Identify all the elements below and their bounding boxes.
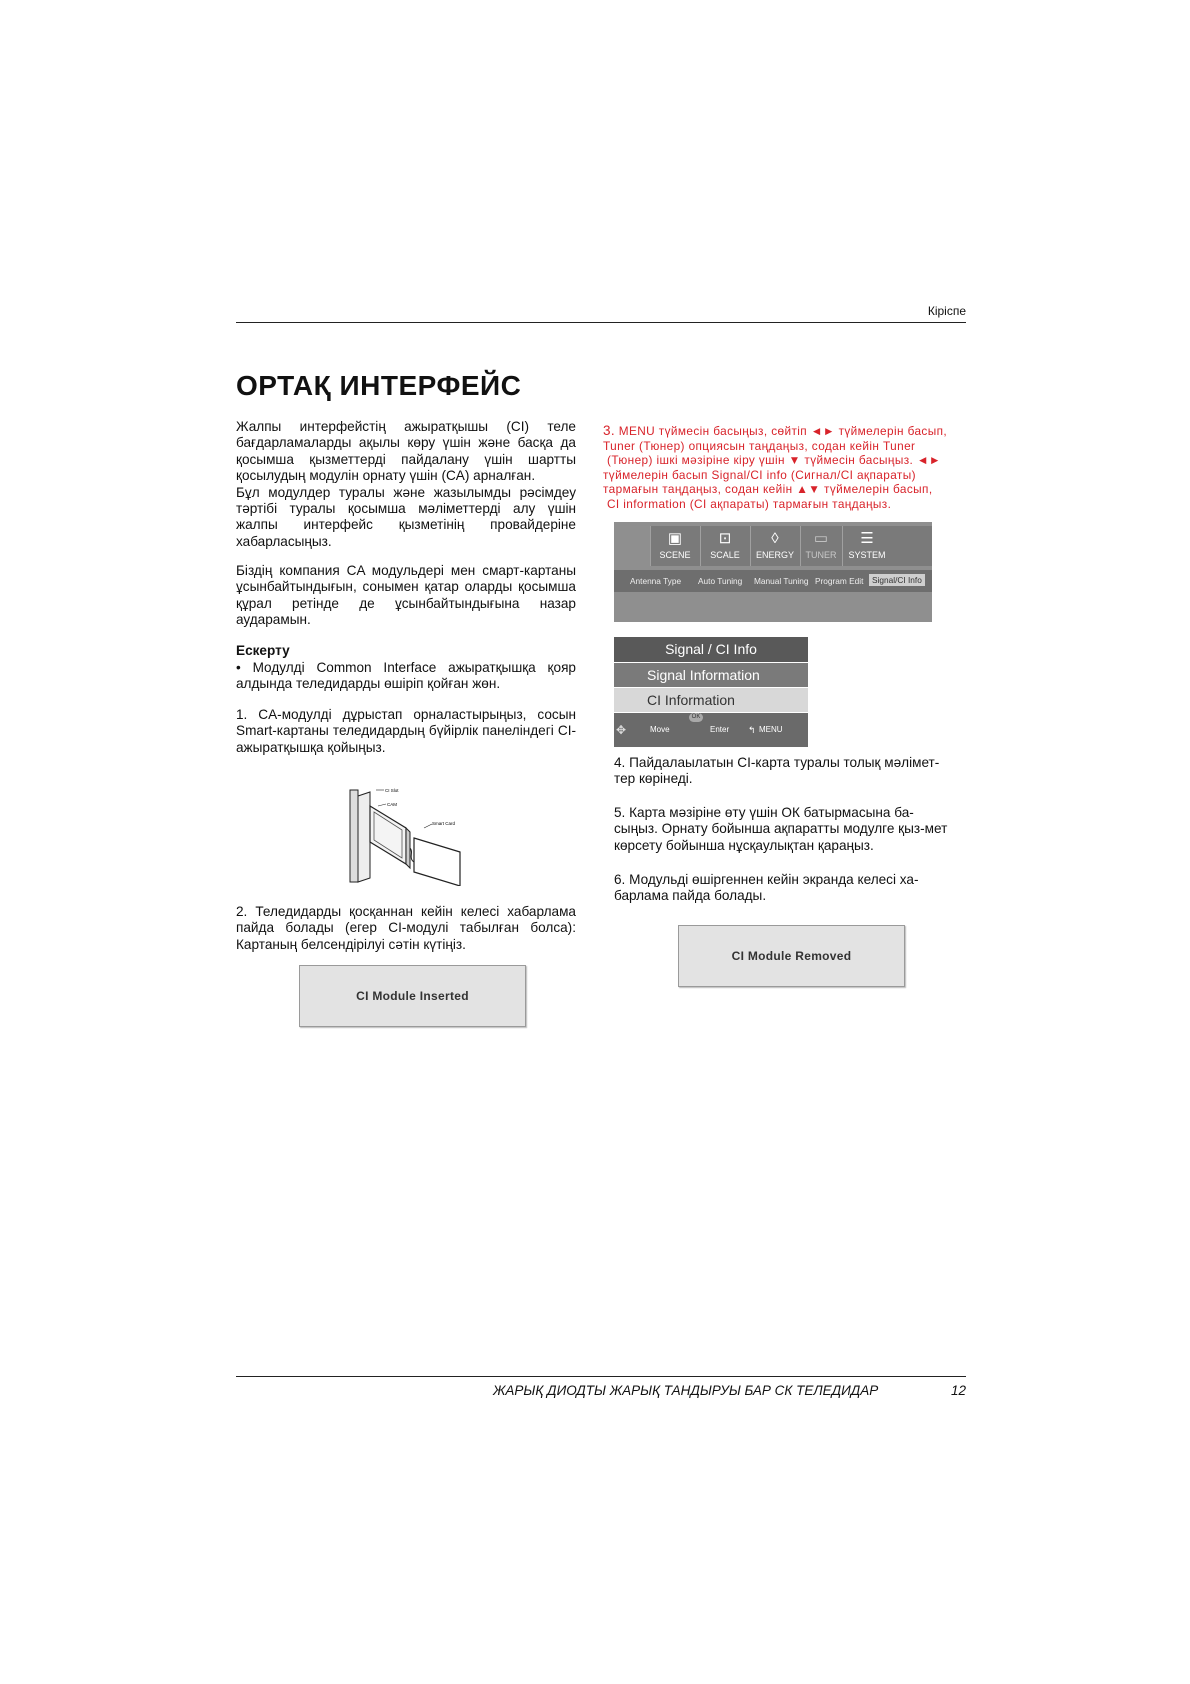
step-6: 6. Модульді өшіргеннен кейін экранда келесі ха-барлама пайда болады. [614,872,919,904]
enter-label: Enter [710,725,730,734]
step-1: 1. CA-модулді дұрыстап орналастырыңыз, сосын Smart-картаны теледидардың бүйірлік панеліндегі CI-ажыратқышқа қойыңыз. [236,707,576,755]
step-3-line-1: MENU түймесін басыңыз, сөйтіп ◄► түймелерін басып, [618,424,948,438]
tab-auto-tuning[interactable]: Auto Tuning [698,576,743,586]
menu-scene-label: SCENE [659,550,691,560]
page-number: 12 [950,1383,966,1398]
menu-label: MENU [759,725,783,734]
module-removed-popup: CI Module Removed [678,925,905,987]
menu-scene[interactable] [650,526,699,566]
footer-title: ЖАРЫҚ ДИОДТЫ ЖАРЫҚ ТАНДЫРУЫ БАР СК ТЕЛЕДИДАР [493,1383,879,1398]
signal-menu-button-bar [614,713,808,747]
module-inserted-popup: CI Module Inserted [299,965,526,1027]
tuner-submenu-bar [614,570,932,592]
ok-badge: OK [689,713,703,722]
menu-icon-row [650,526,932,566]
footer-rule [236,1376,966,1377]
step-3-line-2: Tuner (Тюнер) опциясын таңдаңыз, содан кейін Tuner [603,438,916,453]
intro-text-2: Бұл модулдер туралы және жазылымды рәсімдеу тәртібі туралы қосымша мәліметтерді алу үшін жалпы интерфейс қызметінің провайдеріне хабарласыңыз. [236,484,576,549]
energy-icon: ◊ [771,530,779,547]
ci-slot-label: CI Slot [385,788,399,793]
step-5: 5. Карта мәзіріне өту үшін ОК батырмасына ба-сыңыз. Орнату бойынша ақпаратты модулге қыз-мет көрсету бойынша нұсқаулықтан қараңыз. [614,805,948,853]
intro-paragraph [236,419,576,550]
step-3-number: 3. [603,423,616,438]
step-3 [603,424,965,512]
tab-signal-ci-info[interactable]: Signal/CI Info [869,574,925,586]
scale-icon: ⊡ [718,530,732,547]
menu-tuner-label: TUNER [805,550,837,560]
step-2: 2. Теледидарды қосқаннан кейін келесі хабарлама пайда болады (егер CI-модулі табылған болса): Картаның белсендірілуі сәтін күтіңіз. [236,904,576,952]
move-icon: ✥ [616,723,627,737]
step-3-line-6: CI information (CI ақпараты) тармағын таңдаңыз. [607,496,892,511]
smart-card-label: Smart Card [432,821,456,826]
return-icon: ↰ [748,725,756,735]
step-4: 4. Пайдалаылатын CI-карта туралы толық мәлімет-тер көрінеді. [614,755,940,787]
menu-scale-label: SCALE [710,550,740,560]
menu-energy-label: ENERGY [755,550,794,560]
tv-setup-menu [614,522,932,622]
step-3-line-3: (Тюнер) ішкі мәзіріне кіру үшін ▼ түймесін басыңыз. ◄► [607,453,942,468]
cam-label: CAM [387,802,397,807]
menu-tuner[interactable] [800,526,841,566]
page-title: ОРТАҚ ИНТЕРФЕЙС [236,370,522,401]
move-label: Move [650,725,670,734]
menu-system[interactable] [842,526,891,566]
tab-program-edit[interactable]: Program Edit [815,576,864,586]
ci-slot-illustration [348,782,470,886]
company-paragraph: Біздің компания CA модульдері мен смарт-картаны ұсынбайтындығын, сонымен қатар оларды қосымша құрал ретінде де ұсынбайтындығына назар аударамын. [236,563,576,628]
menu-energy[interactable] [750,526,799,566]
signal-information-item[interactable]: Signal Information [614,663,808,687]
note-text: • Модулді Common Interface ажыратқышқа қояр алдында теледидарды өшіріп қойған жөн. [236,660,576,692]
note-title: Ескерту [236,643,290,658]
tab-manual-tuning[interactable]: Manual Tuning [754,576,809,586]
step-3-line-4: түймелерін басып Signal/CI info (Сигнал/CI ақпараты) [603,467,916,482]
ci-information-item[interactable]: CI Information [614,688,808,712]
section-label: Кіріспе [927,304,966,318]
menu-scale[interactable] [700,526,749,566]
intro-text-1: Жалпы интерфейстің ажыратқышы (CI) теле бағдарламаларды ақылы көру үшін және басқа да қосымша қызметтерді пайдалану үшін шартты қосылудың модулін орнату үшін (CA) арналған. [236,419,576,484]
tab-antenna-type[interactable]: Antenna Type [630,576,682,586]
signal-menu-title: Signal / CI Info [614,637,808,662]
scene-icon: ▣ [667,530,683,547]
tuner-icon: ▭ [813,530,829,547]
system-icon: ☰ [860,530,874,547]
header-rule [236,322,966,323]
step-3-line-5: тармағын таңдаңыз, содан кейін ▲▼ түймелерін басып, [603,482,933,497]
step-3-line [603,424,965,439]
signal-ci-info-menu [614,637,808,747]
menu-system-label: SYSTEM [848,550,886,560]
